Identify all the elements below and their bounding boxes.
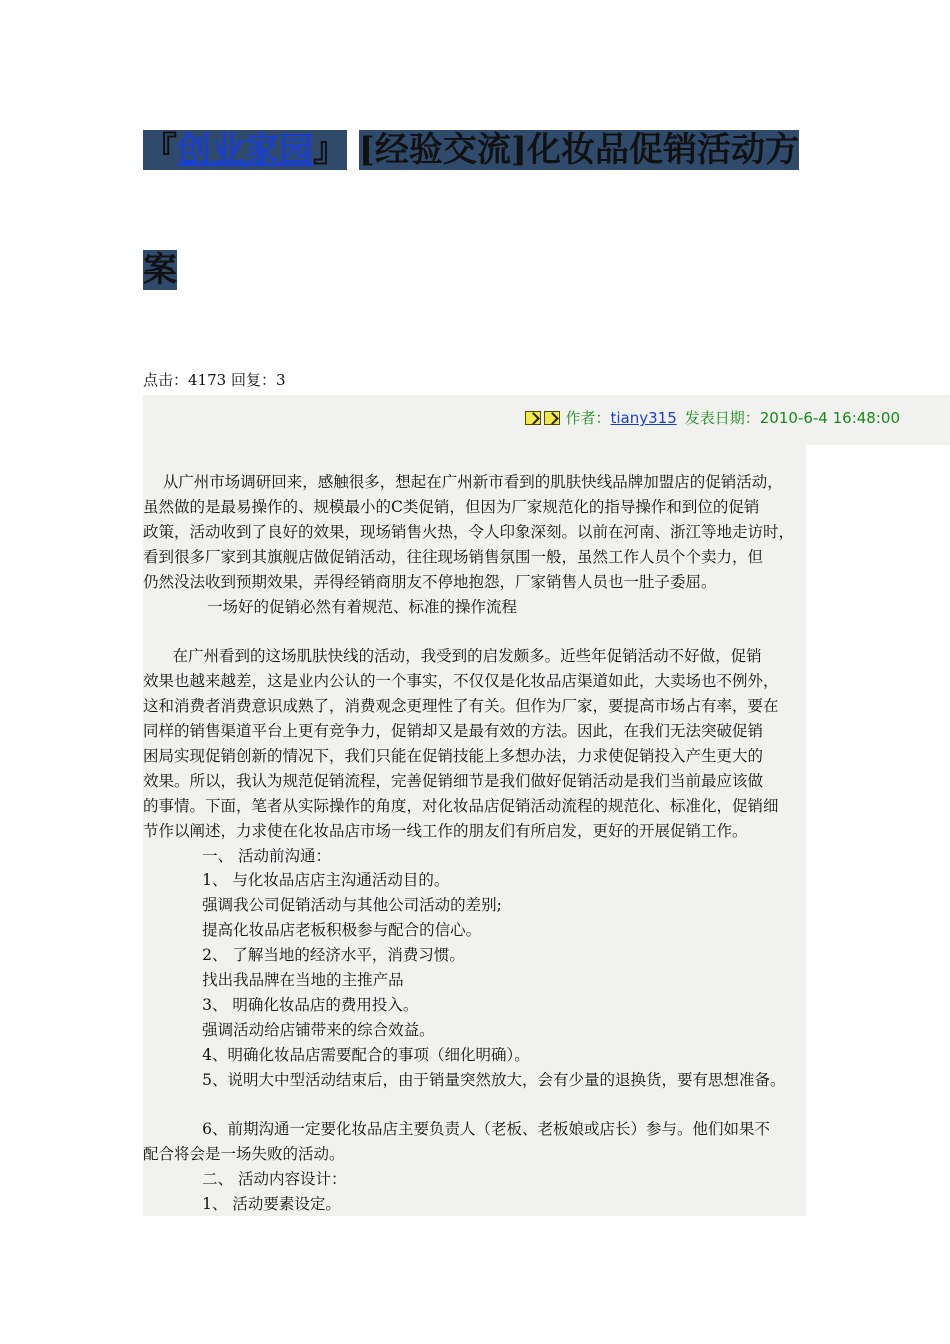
- content-line: 4、明确化妆品店需要配合的事项（细化明确）。: [143, 1045, 530, 1064]
- content-line: 二、 活动内容设计：: [143, 1170, 347, 1189]
- content-line: 1、 活动要素设定。: [143, 1195, 341, 1214]
- title-category: [经验交流]: [358, 130, 528, 170]
- post-meta-bar: [143, 395, 950, 445]
- author-link[interactable]: tiany315: [610, 409, 677, 427]
- content-line: 效果也越来越差，这是业内公认的一个事实，不仅仅是化妆品店渠道如此，大卖场也不例外，: [143, 672, 779, 691]
- content-line: 效果。所以，我认为规范促销流程，完善促销细节是我们做好促销活动是我们当前最应该做: [143, 771, 764, 790]
- post-date: 2010-6-4 16:48:00: [759, 409, 900, 427]
- content-line: 虽然做的是最易操作的、规模最小的C类促销，但因为厂家规范化的指导操作和到位的促销: [143, 497, 760, 516]
- content-line: 找出我品牌在当地的主推产品: [143, 971, 404, 989]
- forum-link[interactable]: 创业家园: [177, 130, 313, 170]
- content-line: 一场好的促销必然有着规范、标准的操作流程: [143, 597, 518, 616]
- title-bracket-close: 』: [313, 130, 347, 170]
- content-line: 强调我公司促销活动与其他公司活动的差别;: [143, 896, 502, 915]
- page-title: [143, 130, 799, 170]
- date-label: 发表日期：: [684, 409, 760, 427]
- author-label: 作者：: [565, 409, 611, 427]
- content-line: 强调活动给店铺带来的综合效益。: [143, 1020, 435, 1039]
- content-line: 困局实现促销创新的情况下，我们只能在促销技能上多想办法，力求使促销投入产生更大的: [143, 746, 764, 765]
- content-line: 的事情。下面，笔者从实际操作的角度，对化妆品店促销活动流程的规范化、标准化，促销细: [143, 796, 779, 815]
- post-icon: [525, 411, 541, 425]
- content-line: 节作以阐述，力求使在化妆品店市场一线工作的朋友们有所启发，更好的开展促销工作。: [143, 821, 748, 840]
- post-stats: 点击：4173 回复：3: [143, 371, 286, 389]
- content-line: 1、 与化妆品店店主沟通活动目的。: [143, 871, 450, 890]
- post-icon: [544, 411, 560, 425]
- content-line: 2、 了解当地的经济水平，消费习惯。: [143, 946, 465, 965]
- content-line: 仍然没法收到预期效果，弄得经销商朋友不停地抱怨，厂家销售人员也一肚子委屈。: [143, 572, 717, 591]
- content-line: 5、说明大中型活动结束后，由于销量突然放大，会有少量的退换货，要有思想准备。: [143, 1070, 786, 1089]
- post-content: [143, 445, 806, 1216]
- page-title-continued: [143, 250, 177, 290]
- title-text-end: 案: [143, 250, 177, 290]
- content-line: 提高化妆品店老板积极参与配合的信心。: [143, 921, 482, 940]
- content-line: 配合将会是一场失败的活动。: [143, 1145, 345, 1164]
- content-line: 看到很多厂家到其旗舰店做促销活动，往往现场销售氛围一般，虽然工作人员个个卖力，但: [143, 547, 764, 566]
- title-text: 化妆品促销活动方: [527, 130, 800, 170]
- content-line: 一、 活动前沟通：: [143, 846, 332, 865]
- title-bracket-open: 『: [143, 130, 177, 170]
- title-highlight: [143, 130, 347, 170]
- content-line: 政策，活动收到了良好的效果，现场销售火热，令人印象深刻。以前在河南、浙江等地走访时，: [143, 522, 795, 541]
- post-meta: [525, 408, 900, 428]
- content-line: 从广州市场调研回来，感触很多，想起在广州新市看到的肌肤快线品牌加盟店的促销活动，: [143, 473, 783, 491]
- content-line: 6、前期沟通一定要化妆品店主要负责人（老板、老板娘或店长）参与。他们如果不: [143, 1120, 770, 1139]
- content-line: 在广州看到的这场肌肤快线的活动，我受到的启发颇多。近些年促销活动不好做，促销: [143, 647, 762, 666]
- content-line: 3、 明确化妆品店的费用投入。: [143, 995, 419, 1014]
- content-line: 同样的销售渠道平台上更有竞争力，促销却又是最有效的方法。因此，在我们无法突破促销: [143, 722, 764, 740]
- content-line: 这和消费者消费意识成熟了，消费观念更理性了有关。但作为厂家，要提高市场占有率，要在: [143, 697, 779, 716]
